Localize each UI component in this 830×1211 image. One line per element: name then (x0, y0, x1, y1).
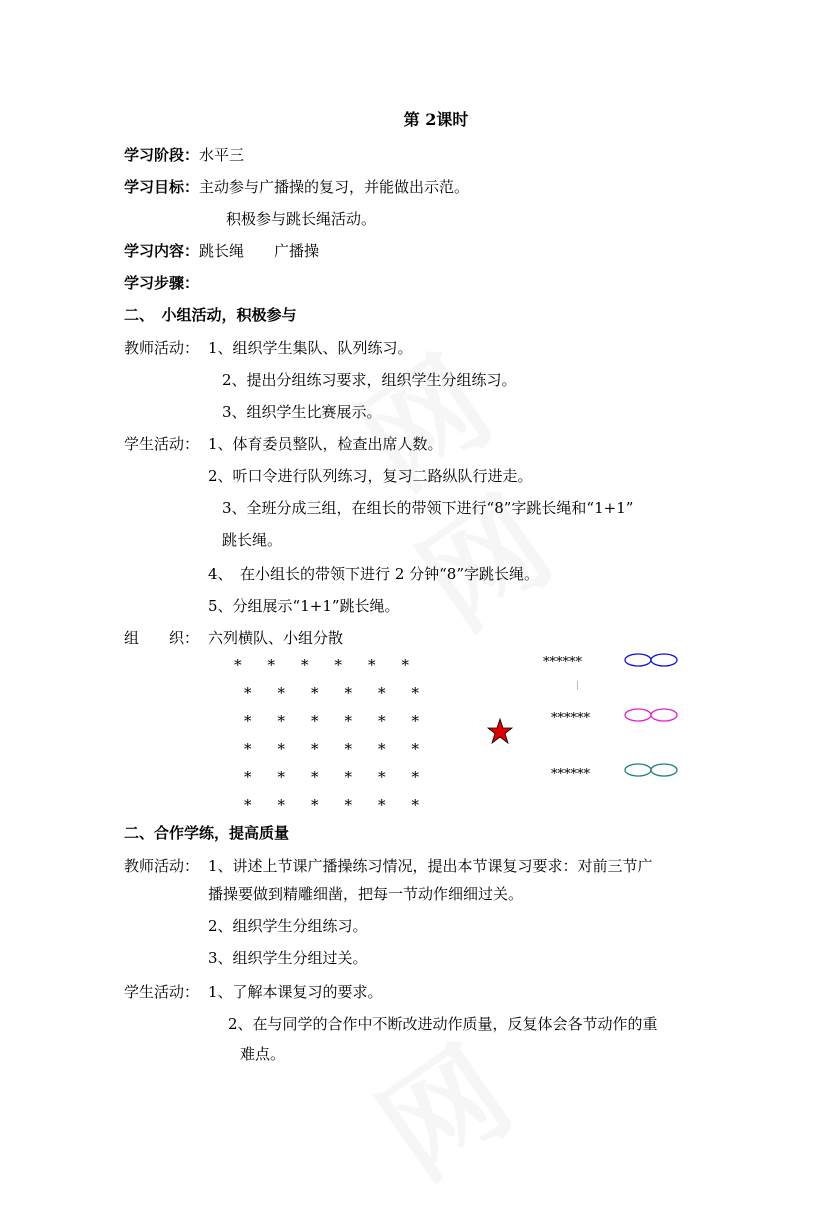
student-mark: * (411, 796, 419, 814)
student-mark: * (411, 768, 419, 786)
s1-student-item: 跳长绳。 (222, 531, 283, 549)
org-value: 六列横队、小组分散 (208, 629, 344, 647)
s1-student-item: 1、体育委员整队，检查出席人数。 (208, 435, 443, 453)
student-mark: * (277, 796, 285, 814)
s1-student-item: 2、听口令进行队列练习，复习二路纵队行进走。 (208, 467, 533, 485)
content-label: 学习内容： (124, 242, 200, 260)
student-mark: * (277, 712, 285, 730)
goal-value-2: 积极参与跳长绳活动。 (226, 210, 377, 228)
s2-teacher-item: 1、讲述上节课广播操练习情况，提出本节课复习要求：对前三节广 (208, 857, 653, 875)
student-mark: * (277, 768, 285, 786)
student-mark: * (368, 656, 376, 674)
s1-student-item: 4、 在小组长的带领下进行 2 分钟“8”字跳长绳。 (208, 565, 540, 583)
student-mark: * (411, 712, 419, 730)
s2-teacher-item: 播操要做到精雕细凿，把每一节动作细细过关。 (208, 885, 524, 903)
stage-line (124, 145, 244, 165)
formation-row (234, 656, 435, 674)
s2-student-item: 2、在与同学的合作中不断改进动作质量，反复体会各节动作的重 (228, 1015, 658, 1033)
student-mark: * (344, 740, 352, 758)
student-mark: * (378, 796, 386, 814)
s2-student-label: 学生活动： (124, 983, 200, 1001)
rope-group-students: ****** (543, 655, 582, 670)
long-rope-icon (624, 762, 680, 778)
long-rope-icon (624, 707, 680, 723)
formation-row (244, 740, 445, 758)
student-mark: * (344, 684, 352, 702)
goal-line (124, 177, 469, 197)
student-mark: * (277, 684, 285, 702)
student-mark: * (277, 740, 285, 758)
s1-teacher-label: 教师活动： (124, 339, 200, 357)
student-mark: * (378, 712, 386, 730)
student-mark: * (401, 656, 409, 674)
student-mark: * (411, 740, 419, 758)
formation-row (244, 796, 445, 814)
student-mark: * (244, 740, 252, 758)
s2-teacher-label: 教师活动： (124, 857, 200, 875)
teacher-star-icon (487, 718, 513, 744)
student-mark: * (244, 712, 252, 730)
s1-teacher-item: 1、组织学生集队、队列练习。 (208, 339, 413, 357)
student-mark: * (378, 740, 386, 758)
s1-student-item: 3、全班分成三组，在组长的带领下进行“8”字跳长绳和“1+1” (222, 499, 634, 517)
goal-label: 学习目标： (124, 178, 200, 196)
s2-teacher-item: 3、组织学生分组过关。 (208, 949, 368, 967)
student-mark: * (378, 684, 386, 702)
content-line (124, 241, 319, 261)
org-label: 组 织： (124, 629, 200, 647)
s2-teacher-item: 2、组织学生分组练习。 (208, 917, 368, 935)
student-mark: * (234, 656, 242, 674)
section1-heading: 二、 小组活动，积极参与 (124, 306, 297, 324)
student-mark: * (311, 740, 319, 758)
formation-row (244, 712, 445, 730)
student-mark: * (244, 796, 252, 814)
stage-value: 水平三 (199, 146, 245, 164)
student-mark: * (244, 768, 252, 786)
long-rope-icon (624, 652, 680, 668)
formation-row (244, 684, 445, 702)
s1-teacher-item: 3、组织学生比赛展示。 (222, 403, 382, 421)
student-mark: * (267, 656, 275, 674)
steps-label: 学习步骤： (124, 274, 200, 292)
goal-value-1: 主动参与广播操的复习，并能做出示范。 (199, 178, 470, 196)
student-mark: * (244, 684, 252, 702)
student-mark: * (311, 796, 319, 814)
divider (577, 681, 578, 690)
rope-group-students: ****** (551, 767, 590, 782)
s2-student-item: 1、了解本课复习的要求。 (208, 983, 383, 1001)
s2-student-item: 难点。 (240, 1045, 286, 1063)
student-mark: * (311, 684, 319, 702)
student-mark: * (344, 796, 352, 814)
rope-group-students: ****** (551, 711, 590, 726)
s1-student-label: 学生活动： (124, 435, 200, 453)
student-mark: * (411, 684, 419, 702)
s1-student-item: 5、分组展示“1+1”跳长绳。 (208, 597, 400, 615)
stage-label: 学习阶段： (124, 146, 200, 164)
formation-row (244, 768, 445, 786)
section2-heading: 二、合作学练，提高质量 (124, 824, 290, 842)
s1-teacher-item: 2、提出分组练习要求，组织学生分组练习。 (222, 371, 517, 389)
page-title: 第 2课时 (403, 110, 469, 129)
student-mark: * (311, 712, 319, 730)
student-mark: * (378, 768, 386, 786)
student-mark: * (344, 768, 352, 786)
student-mark: * (344, 712, 352, 730)
content-value: 跳长绳 广播操 (199, 242, 320, 260)
student-mark: * (334, 656, 342, 674)
student-mark: * (301, 656, 309, 674)
student-mark: * (311, 768, 319, 786)
